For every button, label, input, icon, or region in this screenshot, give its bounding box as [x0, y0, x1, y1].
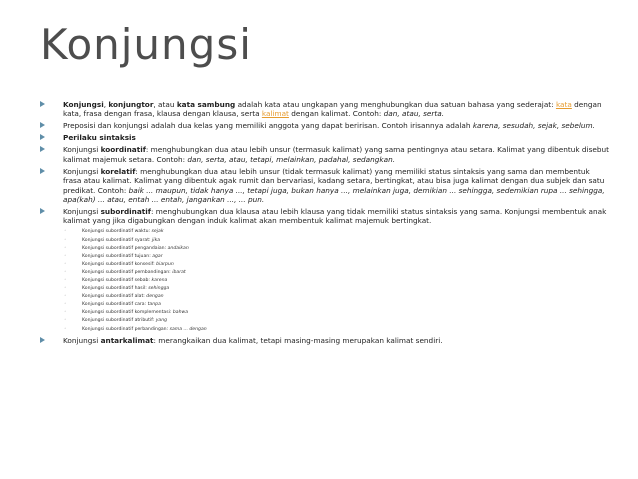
triangle-bullet-icon: [40, 146, 45, 152]
list-item: ◦ Konjungsi subordinatif waktu: sejak: [40, 228, 610, 236]
triangle-bullet-icon: [40, 208, 45, 214]
dot-bullet-icon: ◦: [64, 278, 67, 283]
list-item: ◦ Konjungsi subordinatif pembandingan: ibarat: [40, 269, 610, 277]
dot-bullet-icon: ◦: [64, 286, 67, 292]
bullet-koordinatif: Konjungsi koordinatif: menghubungkan dua atau lebih unsur (termasuk kalimat) yang sama pentingnya atau setara. Kalimat yang dibentuk disebut kalimat majemuk setara. Contoh: dan, serta, atau, tetapi, melainkan, padahal, sedangkan.: [40, 145, 610, 164]
example-text: dan, atau, serta.: [383, 109, 445, 119]
list-item: ◦ Konjungsi subordinatif pengandaian: andaikan: [40, 245, 610, 253]
slide-content: [40, 100, 610, 348]
dot-bullet-icon: ◦: [64, 318, 67, 324]
term-subordinatif: subordinatif: [100, 207, 151, 217]
section-heading: Perilaku sintaksis: [63, 133, 136, 143]
dot-bullet-icon: ◦: [64, 245, 67, 251]
term-korelatif: korelatif: [100, 166, 136, 176]
bullet-perilaku-sintaksis: [40, 133, 610, 142]
dot-bullet-icon: ◦: [64, 302, 67, 308]
list-item: ◦ Konjungsi subordinatif tujuan: agar: [40, 253, 610, 261]
list-item: ◦ Konjungsi subordinatif atributif: yang: [40, 317, 610, 325]
list-item: ◦ Konjungsi subordinatif syarat: jika: [40, 237, 610, 245]
list-item: ◦ Konjungsi subordinatif konsesif: biarpun: [40, 261, 610, 269]
triangle-bullet-icon: [40, 134, 45, 140]
bullet-antarkalimat: Konjungsi antarkalimat: merangkaikan dua kalimat, tetapi masing-masing merupakan kalimat sendiri.: [40, 336, 610, 345]
list-item: ◦ Konjungsi subordinatif komplementasi: bahwa: [40, 309, 610, 317]
term-koordinatif: koordinatif: [100, 145, 146, 155]
triangle-bullet-icon: [40, 101, 45, 107]
example-text: karena, sesudah, sejak, sebelum.: [472, 121, 595, 131]
slide-title: Konjungsi: [40, 20, 252, 69]
term-konjungsi: Konjungsi: [63, 100, 104, 109]
dot-bullet-icon: ◦: [64, 237, 67, 243]
link-kalimat[interactable]: kalimat: [261, 109, 289, 119]
bullet-definition: Konjungsi, konjungtor, atau kata sambung adalah kata atau ungkapan yang menghubungkan dua satuan bahasa yang sederajat: kata dengan kata, frasa dengan frasa, klausa dengan klausa, serta kalimat dengan kalimat. Contoh: dan, atau, serta.: [40, 100, 610, 119]
dot-bullet-icon: ◦: [64, 253, 67, 259]
bullet-preposisi: Preposisi dan konjungsi adalah dua kelas yang memiliki anggota yang dapat beririsan. Contoh irisannya adalah karena, sesudah, sejak, sebelum.: [40, 121, 610, 130]
list-item: ◦ Konjungsi subordinatif alat: dengan: [40, 293, 610, 301]
list-item: ◦ Konjungsi subordinatif perbandingan: sama ... dengan: [40, 326, 610, 334]
list-item: ◦ Konjungsi subordinatif cara: tanpa: [40, 301, 610, 309]
triangle-bullet-icon: [40, 337, 45, 343]
triangle-bullet-icon: [40, 168, 45, 174]
term-antarkalimat: antarkalimat: [100, 335, 154, 345]
dot-bullet-icon: ◦: [64, 310, 67, 316]
dot-bullet-icon: ◦: [64, 294, 67, 300]
term-kata-sambung: kata sambung: [176, 100, 236, 109]
dot-bullet-icon: ◦: [64, 326, 67, 332]
link-kata[interactable]: kata: [555, 100, 572, 109]
triangle-bullet-icon: [40, 122, 45, 128]
example-text: baik ... maupun, tidak hanya ..., tetapi juga, bukan hanya ..., melainkan juga, demikian ... sehingga, sedemikian rupa ... sehingga, apa(kah) ... atau, entah ... entah, jangankan ..., ... pun.: [63, 185, 605, 205]
bullet-korelatif: Konjungsi korelatif: menghubungkan dua atau lebih unsur (tidak termasuk kalimat) yang memiliki status sintaksis yang sama dan membentuk frasa atau kalimat. Kalimat yang dibentuk agak rumit dan bervariasi, kadang setara, bertingkat, atau bisa juga kalimat dengan dua subjek dan satu predikat. Contoh: baik ... maupun, tidak hanya ..., tetapi juga, bukan hanya ..., melainkan juga, demikian ... sehingga, sedemikian rupa ... sehingga, apa(kah) ... atau, entah ... entah, jangankan ..., ... pun.: [40, 167, 610, 205]
list-item: ◦ Konjungsi subordinatif hasil: sehingga: [40, 285, 610, 293]
dot-bullet-icon: ◦: [64, 261, 67, 267]
bullet-subordinatif: Konjungsi subordinatif: menghubungkan dua klausa atau lebih klausa yang tidak memiliki status sintaksis yang sama. Konjungsi membentuk anak kalimat yang jika digabungkan dengan induk kalimat akan membentuk kalimat majemuk bertingkat.: [40, 207, 610, 226]
example-text: dan, serta, atau, tetapi, melainkan, padahal, sedangkan.: [187, 154, 396, 164]
term-konjungtor: konjungtor: [108, 100, 154, 109]
list-item: ◦ Konjungsi subordinatif sebab: karena: [40, 277, 610, 285]
dot-bullet-icon: ◦: [64, 229, 67, 235]
subordinatif-list: [40, 228, 610, 333]
dot-bullet-icon: ◦: [64, 269, 67, 275]
